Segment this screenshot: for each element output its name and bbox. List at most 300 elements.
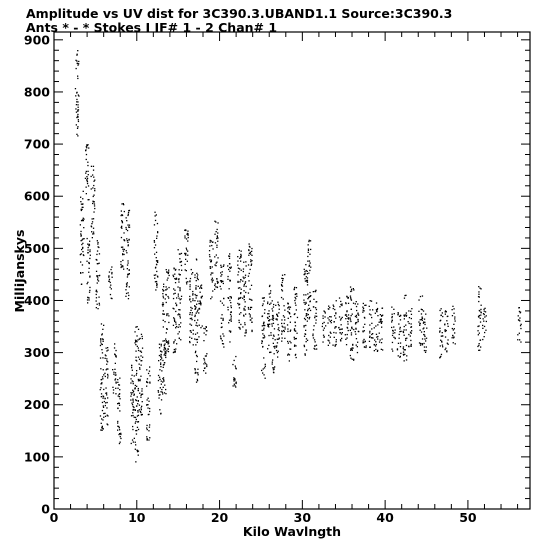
data-point: [134, 342, 135, 343]
data-point: [483, 321, 484, 322]
data-point: [137, 415, 138, 416]
data-point: [122, 254, 123, 255]
data-point: [425, 350, 426, 351]
data-point: [215, 221, 216, 222]
data-point: [381, 338, 382, 339]
data-point: [222, 340, 223, 341]
data-point: [351, 309, 352, 310]
data-point: [480, 339, 481, 340]
data-point: [119, 393, 120, 394]
data-point: [87, 181, 88, 182]
data-point: [245, 292, 246, 293]
data-point: [87, 283, 88, 284]
data-point: [278, 329, 279, 330]
data-point: [148, 414, 149, 415]
data-point: [381, 342, 382, 343]
data-point: [156, 284, 157, 285]
data-point: [135, 344, 136, 345]
data-point: [250, 259, 251, 260]
data-point: [296, 309, 297, 310]
data-point: [189, 314, 190, 315]
data-point: [482, 339, 483, 340]
data-point: [477, 330, 478, 331]
data-point: [272, 363, 273, 364]
data-point: [421, 313, 422, 314]
data-point: [136, 335, 137, 336]
data-point: [381, 327, 382, 328]
data-point: [117, 403, 118, 404]
data-point: [175, 324, 176, 325]
data-point: [418, 311, 419, 312]
data-point: [273, 372, 274, 373]
data-point: [128, 226, 129, 227]
data-point: [128, 295, 129, 296]
data-point: [138, 455, 139, 456]
data-point: [142, 338, 143, 339]
data-point: [452, 309, 453, 310]
data-point: [173, 275, 174, 276]
data-point: [161, 351, 162, 352]
data-point: [324, 322, 325, 323]
data-point: [146, 425, 147, 426]
data-point: [251, 248, 252, 249]
data-point: [270, 335, 271, 336]
data-point: [83, 191, 84, 192]
data-point: [140, 355, 141, 356]
data-point: [519, 311, 520, 312]
data-point: [357, 303, 358, 304]
data-point: [87, 165, 88, 166]
data-point: [482, 325, 483, 326]
data-point: [105, 398, 106, 399]
data-point: [521, 324, 522, 325]
data-point: [480, 321, 481, 322]
data-point: [265, 378, 266, 379]
data-point: [102, 426, 103, 427]
data-point: [98, 297, 99, 298]
data-point: [132, 426, 133, 427]
data-point: [333, 306, 334, 307]
data-point: [483, 318, 484, 319]
data-point: [263, 303, 264, 304]
data-point: [112, 387, 113, 388]
data-point: [287, 328, 288, 329]
data-point: [126, 250, 127, 251]
data-point: [281, 297, 282, 298]
data-point: [129, 286, 130, 287]
data-point: [342, 328, 343, 329]
data-point: [159, 369, 160, 370]
data-point: [307, 310, 308, 311]
data-point: [93, 177, 94, 178]
data-point: [217, 232, 218, 233]
data-point: [248, 307, 249, 308]
data-point: [279, 305, 280, 306]
data-point: [287, 331, 288, 332]
y-tick-labels: [24, 32, 50, 516]
data-point: [478, 316, 479, 317]
data-point: [410, 335, 411, 336]
data-point: [391, 307, 392, 308]
data-point: [136, 450, 137, 451]
data-point: [281, 278, 282, 279]
data-point: [209, 254, 210, 255]
data-point: [196, 295, 197, 296]
data-point: [106, 358, 107, 359]
data-point: [274, 328, 275, 329]
data-point: [478, 286, 479, 287]
data-point: [262, 372, 263, 373]
data-point: [89, 268, 90, 269]
data-point: [113, 392, 114, 393]
data-point: [452, 315, 453, 316]
data-point: [215, 283, 216, 284]
data-point: [126, 220, 127, 221]
data-point: [154, 254, 155, 255]
data-point: [310, 310, 311, 311]
data-point: [164, 343, 165, 344]
y-tick-label: 300: [23, 345, 50, 361]
data-point: [398, 343, 399, 344]
data-point: [119, 396, 120, 397]
data-point: [347, 298, 348, 299]
data-point: [179, 316, 180, 317]
data-point: [187, 251, 188, 252]
data-point: [229, 263, 230, 264]
data-point: [350, 321, 351, 322]
data-point: [121, 226, 122, 227]
data-point: [107, 347, 108, 348]
data-point: [278, 334, 279, 335]
data-point: [161, 381, 162, 382]
data-point: [200, 304, 201, 305]
data-point: [163, 379, 164, 380]
data-point: [273, 346, 274, 347]
data-point: [97, 276, 98, 277]
data-point: [162, 302, 163, 303]
data-point: [157, 223, 158, 224]
data-point: [250, 252, 251, 253]
data-point: [268, 326, 269, 327]
data-point: [160, 391, 161, 392]
data-point: [245, 281, 246, 282]
data-point: [87, 238, 88, 239]
data-point: [128, 262, 129, 263]
data-point: [424, 338, 425, 339]
data-point: [345, 339, 346, 340]
data-point: [98, 280, 99, 281]
data-point: [323, 310, 324, 311]
data-point: [445, 349, 446, 350]
data-point: [100, 387, 101, 388]
data-point: [159, 409, 160, 410]
data-point: [165, 349, 166, 350]
data-point: [353, 329, 354, 330]
data-point: [406, 359, 407, 360]
data-point: [193, 330, 194, 331]
data-point: [168, 342, 169, 343]
data-point: [106, 407, 107, 408]
data-point: [163, 296, 164, 297]
data-point: [446, 351, 447, 352]
data-point: [136, 405, 137, 406]
data-point: [81, 249, 82, 250]
data-point: [227, 307, 228, 308]
data-point: [159, 377, 160, 378]
data-point: [149, 382, 150, 383]
data-point: [96, 259, 97, 260]
data-point: [101, 393, 102, 394]
data-point: [135, 399, 136, 400]
data-point: [440, 345, 441, 346]
data-point: [125, 289, 126, 290]
data-point: [97, 282, 98, 283]
data-point: [327, 322, 328, 323]
data-point: [173, 342, 174, 343]
data-point: [129, 239, 130, 240]
data-point: [96, 307, 97, 308]
data-point: [341, 303, 342, 304]
data-point: [424, 334, 425, 335]
data-point: [165, 338, 166, 339]
data-point: [192, 293, 193, 294]
data-point: [133, 383, 134, 384]
data-point: [304, 271, 305, 272]
data-point: [347, 321, 348, 322]
data-point: [263, 357, 264, 358]
data-point: [166, 313, 167, 314]
data-point: [221, 266, 222, 267]
data-point: [85, 178, 86, 179]
x-axis-label: Kilo Wavlngth: [242, 524, 342, 539]
data-point: [425, 352, 426, 353]
data-point: [163, 367, 164, 368]
data-point: [138, 350, 139, 351]
data-point: [76, 92, 77, 93]
data-point: [197, 380, 198, 381]
data-point: [88, 297, 89, 298]
data-point: [391, 327, 392, 328]
data-point: [420, 296, 421, 297]
data-point: [199, 288, 200, 289]
data-point: [238, 299, 239, 300]
data-point: [237, 256, 238, 257]
data-point: [484, 326, 485, 327]
data-point: [251, 255, 252, 256]
data-point: [156, 271, 157, 272]
data-point: [103, 396, 104, 397]
data-point: [138, 388, 139, 389]
data-point: [149, 424, 150, 425]
data-point: [209, 256, 210, 257]
data-point: [455, 343, 456, 344]
data-point: [283, 315, 284, 316]
data-point: [105, 402, 106, 403]
data-point: [272, 315, 273, 316]
data-point: [88, 272, 89, 273]
data-point: [156, 235, 157, 236]
data-point: [323, 318, 324, 319]
data-point: [403, 332, 404, 333]
data-point: [315, 341, 316, 342]
data-point: [184, 237, 185, 238]
data-point: [81, 240, 82, 241]
data-point: [313, 291, 314, 292]
data-point: [175, 348, 176, 349]
data-point: [190, 307, 191, 308]
y-tick-label: 700: [23, 136, 50, 152]
data-point: [135, 417, 136, 418]
data-point: [357, 346, 358, 347]
data-point: [304, 309, 305, 310]
data-point: [441, 336, 442, 337]
data-point: [141, 390, 142, 391]
data-point: [221, 323, 222, 324]
data-point: [364, 317, 365, 318]
data-point: [141, 409, 142, 410]
data-point: [262, 305, 263, 306]
data-point: [135, 360, 136, 361]
data-point: [205, 363, 206, 364]
data-point: [96, 291, 97, 292]
data-point: [423, 343, 424, 344]
data-point: [178, 313, 179, 314]
data-point: [126, 285, 127, 286]
data-point: [173, 341, 174, 342]
data-point: [332, 345, 333, 346]
data-point: [111, 298, 112, 299]
data-point: [375, 313, 376, 314]
data-point: [245, 330, 246, 331]
data-point: [294, 328, 295, 329]
data-point: [76, 104, 77, 105]
data-point: [329, 342, 330, 343]
data-point: [165, 289, 166, 290]
data-point: [262, 330, 263, 331]
data-point: [405, 314, 406, 315]
data-point: [139, 409, 140, 410]
data-point: [78, 121, 79, 122]
data-point: [371, 323, 372, 324]
data-point: [102, 329, 103, 330]
data-point: [127, 242, 128, 243]
data-point: [135, 444, 136, 445]
data-point: [480, 346, 481, 347]
data-point: [138, 329, 139, 330]
data-point: [411, 330, 412, 331]
data-point: [283, 278, 284, 279]
data-point: [478, 350, 479, 351]
data-point: [206, 366, 207, 367]
data-point: [351, 289, 352, 290]
data-point: [244, 299, 245, 300]
data-point: [355, 328, 356, 329]
data-point: [100, 338, 101, 339]
data-point: [88, 245, 89, 246]
data-point: [406, 312, 407, 313]
data-point: [479, 333, 480, 334]
data-point: [236, 382, 237, 383]
data-point: [356, 322, 357, 323]
data-point: [174, 318, 175, 319]
data-point: [195, 373, 196, 374]
data-point: [119, 398, 120, 399]
data-point: [192, 291, 193, 292]
data-point: [365, 341, 366, 342]
data-point: [87, 171, 88, 172]
data-point: [420, 323, 421, 324]
data-point: [442, 332, 443, 333]
data-point: [284, 338, 285, 339]
data-point: [175, 303, 176, 304]
data-point: [136, 373, 137, 374]
data-point: [405, 325, 406, 326]
data-point: [273, 306, 274, 307]
data-point: [107, 415, 108, 416]
data-point: [295, 325, 296, 326]
data-point: [350, 318, 351, 319]
data-point: [289, 309, 290, 310]
data-point: [117, 421, 118, 422]
data-point: [173, 288, 174, 289]
data-point: [112, 277, 113, 278]
data-point: [238, 304, 239, 305]
data-point: [339, 316, 340, 317]
data-point: [452, 328, 453, 329]
data-point: [156, 214, 157, 215]
data-point: [369, 331, 370, 332]
data-point: [406, 329, 407, 330]
data-point: [424, 350, 425, 351]
data-point: [391, 349, 392, 350]
data-point: [316, 316, 317, 317]
data-point: [216, 247, 217, 248]
data-point: [369, 341, 370, 342]
data-point: [188, 237, 189, 238]
data-point: [196, 355, 197, 356]
data-point: [296, 333, 297, 334]
data-point: [194, 274, 195, 275]
data-point: [270, 290, 271, 291]
data-point: [294, 289, 295, 290]
data-point: [158, 360, 159, 361]
data-point: [340, 332, 341, 333]
data-point: [148, 439, 149, 440]
data-point: [88, 199, 89, 200]
data-point: [314, 339, 315, 340]
data-point: [119, 403, 120, 404]
data-point: [107, 402, 108, 403]
data-point: [87, 249, 88, 250]
data-point: [479, 343, 480, 344]
data-point: [404, 326, 405, 327]
data-point: [127, 224, 128, 225]
data-point: [309, 270, 310, 271]
data-point: [245, 301, 246, 302]
data-point: [422, 338, 423, 339]
data-point: [347, 323, 348, 324]
data-point: [382, 349, 383, 350]
data-point: [223, 343, 224, 344]
data-point: [307, 293, 308, 294]
data-point: [400, 331, 401, 332]
data-point: [93, 181, 94, 182]
data-point: [100, 368, 101, 369]
data-point: [249, 243, 250, 244]
data-point: [167, 329, 168, 330]
chart-title: Amplitude vs UV dist for 3C390.3.UBAND1.1 Source:3C390.3: [26, 6, 453, 21]
data-point: [403, 348, 404, 349]
